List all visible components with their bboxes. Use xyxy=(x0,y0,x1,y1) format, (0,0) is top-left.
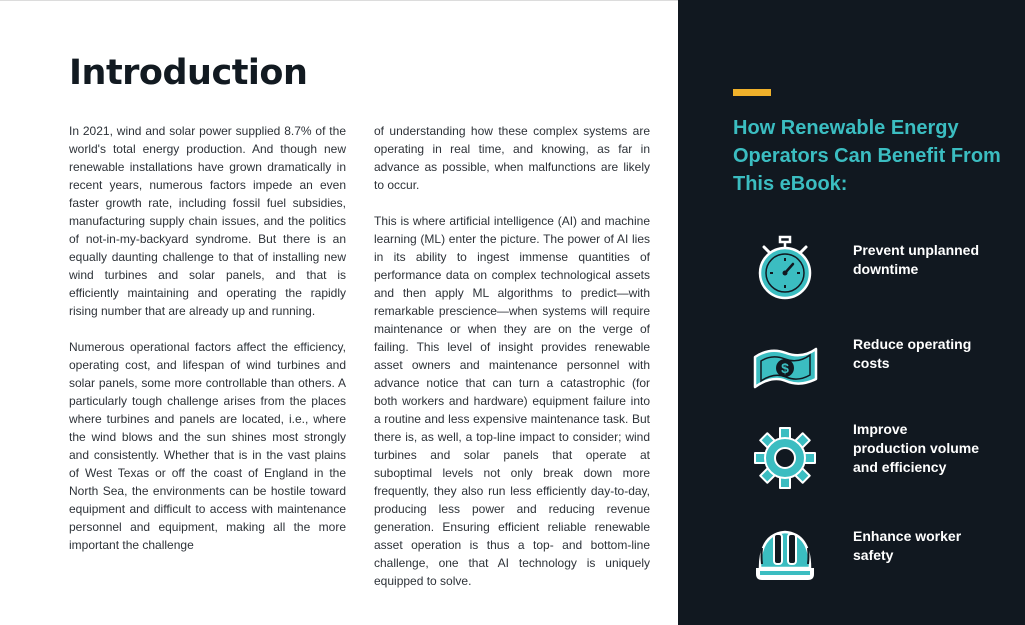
hard-hat-icon xyxy=(750,522,820,592)
benefit-improve-production xyxy=(678,420,1025,490)
svg-text:$: $ xyxy=(781,360,789,376)
text-column-1 xyxy=(69,122,346,572)
benefit-label: Enhance worker safety xyxy=(853,528,962,563)
page-title: Introduction xyxy=(69,53,308,93)
gear-icon xyxy=(750,423,820,493)
benefit-label: Reduce operating costs xyxy=(853,336,972,371)
money-icon xyxy=(750,333,820,403)
benefit-worker-safety xyxy=(678,522,1025,592)
accent-bar xyxy=(733,89,771,96)
paragraph: This is where artificial intelligence (AI) and machine learning (ML) enter the picture. The power of AI lies in its ability to ingest immense quantities of performance data on complex technological assets and then apply ML algorithms to predict—with remarkable prescience—when systems will require maintenance or when they are on the verge of failing. This level of insight provides renewable asset owners and maintenance personnel with advance notice that can turn a catastrophic (for both workers and hardware) equipment failure into a routine and less expensive maintenance task. But there is, as well, a top-line impact to consider; wind turbines and solar panels that operate at suboptimal levels not only break down more frequently, they also run less efficiently day-to-day, producing less power and reducing revenue generation. Ensuring efficient reliable renewable asset operation is thus a top- and bottom-line challenge, one that AI technology is uniquely equipped to solve. xyxy=(374,214,650,588)
stopwatch-icon xyxy=(750,234,820,304)
text-column-2 xyxy=(374,122,650,608)
sidebar-title: How Renewable Energy Operators Can Benefit From This eBook: xyxy=(733,117,1001,195)
paragraph: In 2021, wind and solar power supplied 8.7% of the world's total energy production. And though new renewable installations have grown dramatically in recent years, numerous factors impede an even faster growth rate, including fossil fuel subsidies, manufacturing supply chain issues, and the politics of not-in-my-backyard syndrome. But there is an equally daunting challenge to that of installing new wind turbines and solar panels, and that is efficiently maintaining and operating the rapidly rising number that are already up and running. xyxy=(69,124,346,318)
benefit-label: Improve production volume and efficiency xyxy=(853,421,979,475)
paragraph: Numerous operational factors affect the efficiency, operating cost, and lifespan of wind turbines and solar panels, some more controllable than others. A particularly tough challenge arises from the places where turbines and panels are located, i.e., where the wind blows and the sun shines most strongly and consistently. Whether that is in the vast plains of West Texas or off the coast of England in the North Sea, the environments can be hostile toward equipment and difficult to access with maintenance personnel and equipment, making all the more important the challenge xyxy=(69,340,346,552)
benefit-label: Prevent unplanned downtime xyxy=(853,242,980,277)
sidebar-panel xyxy=(678,0,1025,625)
benefit-prevent-downtime xyxy=(678,234,1025,304)
benefit-reduce-costs xyxy=(678,330,1025,400)
paragraph: of understanding how these complex systems are operating in real time, and knowing, as far in advance as possible, when malfunctions are likely to occur. xyxy=(374,124,650,192)
